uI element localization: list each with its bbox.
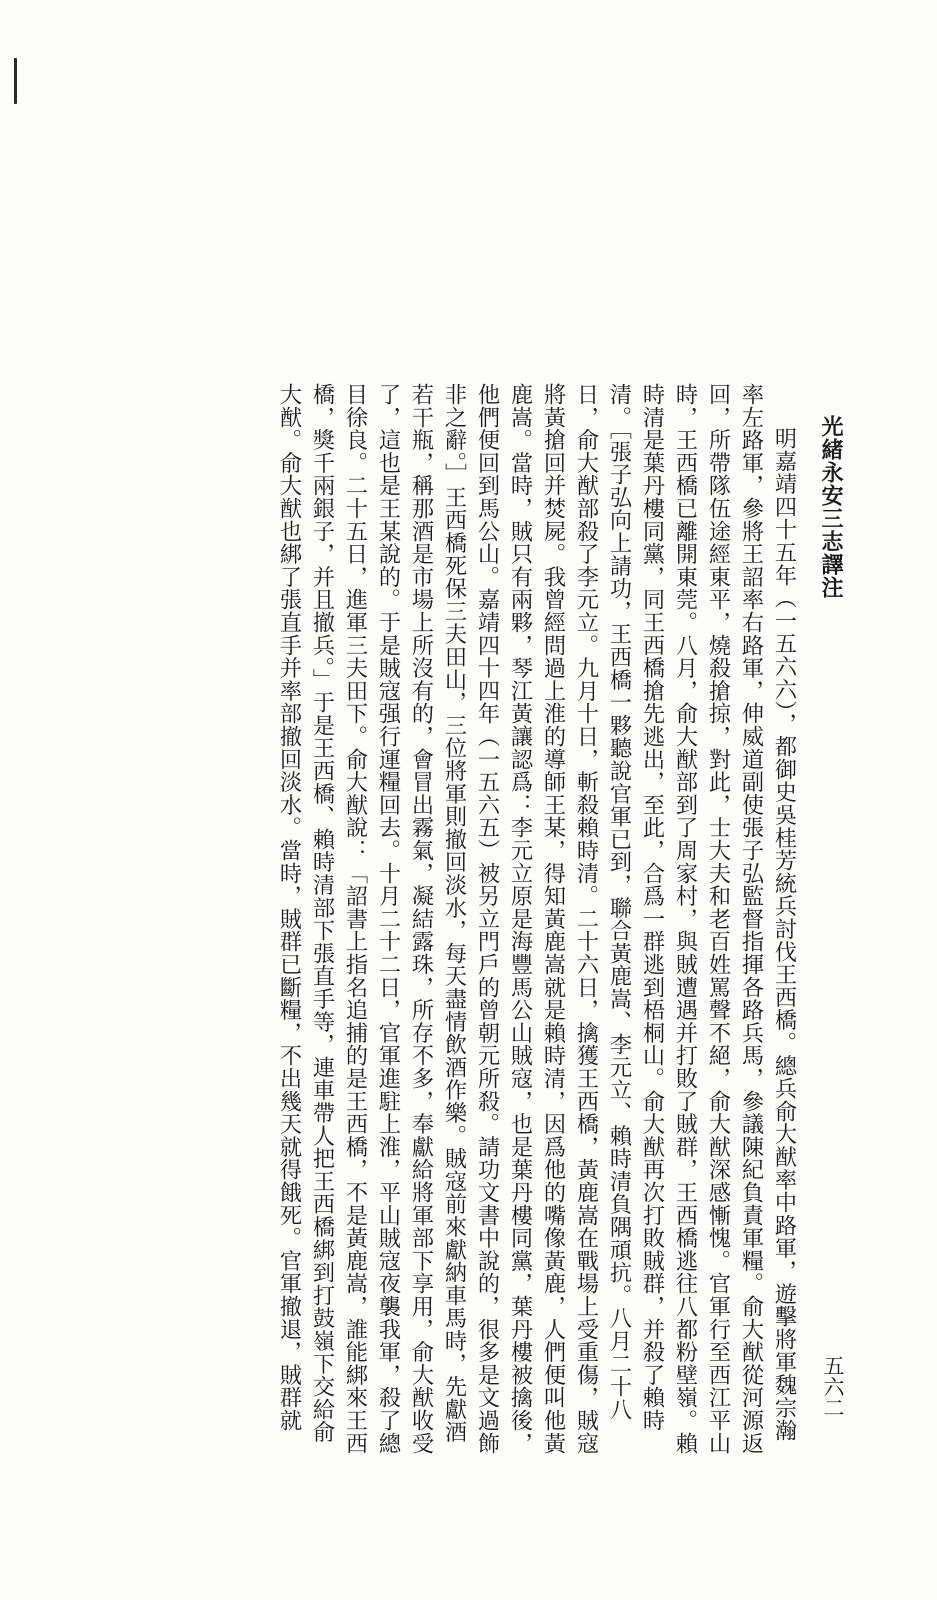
body-paragraph: 明嘉靖四十五年（一五六六），都御史吳桂芳統兵討伐王西橋。總兵俞大猷率中路軍，遊擊將軍魏宗瀚率左路軍，參將王詔率右路軍，伸威道副使張子弘監督指揮各路兵馬，參議陳紀負責軍糧。俞大猷從河源返回，所帶隊伍途經東平，燒殺搶掠，對此，士大夫和老百姓罵聲不絕，俞大猷深感慚愧。官軍行至西江平山時，王西橋已離開東莞。八月，俞大猷部到了周家村，與賊遭遇并打敗了賊群，王西橋逃往八都粉壁嶺。賴時清是葉丹樓同黨，同王西橋搶先逃出，至此，合爲一群逃到梧桐山。俞大猷再次打敗賊群，并殺了賴時清。［張子弘向上請功，王西橋一夥聽說官軍已到，聯合黃鹿嵩、李元立、賴時清負隅頑抗。八月二十八日，俞大猷部殺了李元立。九月十日，斬殺賴時清。二十六日，擒獲王西橋，黃鹿嵩在戰場上受重傷，賊寇將黃搶回并焚屍。我曾經問過上淮的導師王某，得知黃鹿嵩就是賴時清，因爲他的嘴像黃鹿，人們便叫他黃鹿嵩。當時，賊只有兩夥，琴江黃讓認爲：李元立原是海豐馬公山賊寇，也是葉丹樓同黨，葉丹樓被擒後，他們便回到馬公山。嘉靖四十四年（一五六五）被另立門戶的曾朝元所殺。請功文書中說的，很多是文過飾非之辭。］王西橋死保三夫田山，三位將軍則撤回淡水，每天盡情飲酒作樂。賊寇前來獻納車馬時，先獻酒若干瓶，稱那酒是市場上所沒有的，會冒出霧氣，凝結露珠，所存不多，奉獻給將軍部下享用，俞大猷收受了，這也是王某說的。于是賊寇强行運糧回去。十月二十二日，官軍進駐上淮，平山賊寇夜襲我軍，殺了總目徐良。二十五日，進軍三夫田下。俞大猷說：「詔書上指名追捕的是王西橋，不是黃鹿嵩，誰能綁來王西橋，獎千兩銀子，并且撤兵。」于是王西橋、賴時清部下張直手等，連車帶人把王西橋綁到打鼓嶺下交給俞大猷。俞大猷也綁了張直手并率部撤回淡水。當時，賊群已斷糧，不出幾天就得餓死。官軍撤退，賊群就 (276, 383, 797, 1455)
scan-mark (14, 58, 17, 104)
body-text-column-block (140, 383, 800, 1458)
page-number: 五六二 (821, 1355, 845, 1418)
running-header-title: 光緒永安三志譯注 (818, 415, 844, 599)
